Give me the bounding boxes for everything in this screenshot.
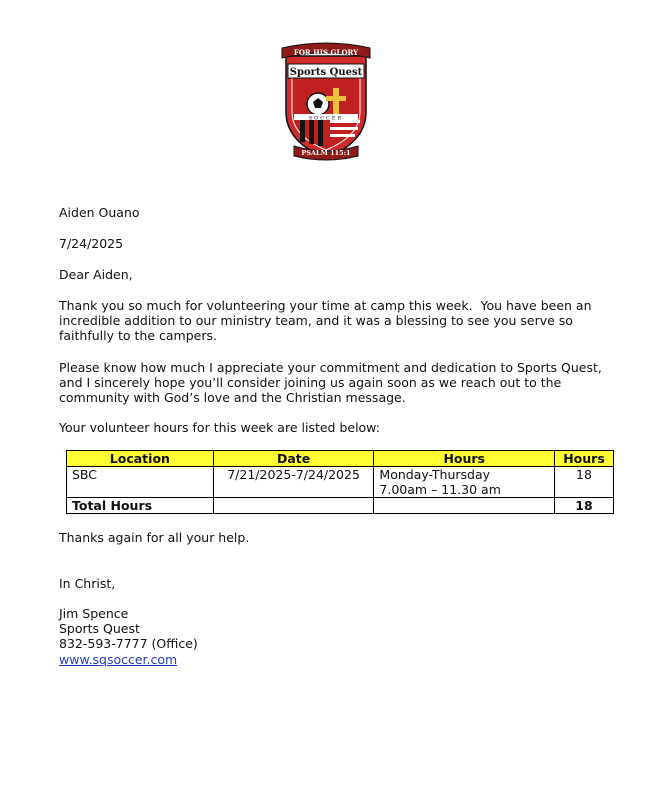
header-schedule: Hours bbox=[374, 451, 555, 467]
header-hours: Hours bbox=[555, 451, 614, 467]
cell-location: SBC bbox=[67, 467, 214, 498]
logo-top-banner: FOR HIS GLORY bbox=[293, 48, 359, 57]
total-empty-date bbox=[213, 498, 374, 514]
logo-bottom-banner: PSALM 115:1 bbox=[301, 149, 351, 157]
header-date: Date bbox=[213, 451, 374, 467]
logo-name: Sports Quest bbox=[289, 67, 363, 78]
signer-organization: Sports Quest bbox=[59, 621, 140, 636]
paragraph-thanks: Thank you so much for volunteering your time at camp this week. You have been an incredible addition to our ministry team, and it was a blessing to see you serve so faithfully to the campers. bbox=[59, 298, 596, 343]
closing: In Christ, bbox=[59, 576, 116, 591]
thanks-line: Thanks again for all your help. bbox=[59, 530, 250, 545]
table-header-row bbox=[67, 451, 614, 467]
header-location: Location bbox=[67, 451, 214, 467]
total-label: Total Hours bbox=[67, 498, 214, 514]
recipient-name: Aiden Ouano bbox=[59, 205, 140, 220]
letter-date: 7/24/2025 bbox=[59, 236, 124, 251]
total-value: 18 bbox=[555, 498, 614, 514]
greeting: Dear Aiden, bbox=[59, 267, 133, 282]
total-empty-schedule bbox=[374, 498, 555, 514]
schedule-days: Monday-Thursday bbox=[379, 467, 491, 482]
table-row bbox=[67, 467, 614, 498]
cell-hours: 18 bbox=[555, 467, 614, 498]
sports-quest-logo bbox=[278, 42, 374, 162]
table-intro: Your volunteer hours for this week are listed below: bbox=[59, 420, 380, 435]
signer-name: Jim Spence bbox=[59, 606, 129, 621]
website-link[interactable]: www.sqsoccer.com bbox=[59, 652, 178, 667]
schedule-times: 7.00am – 11.30 am bbox=[379, 482, 501, 497]
cell-date: 7/21/2025-7/24/2025 bbox=[213, 467, 374, 498]
cell-schedule bbox=[374, 467, 555, 498]
table-total-row bbox=[67, 498, 614, 514]
volunteer-hours-table bbox=[66, 450, 614, 514]
paragraph-appreciation: Please know how much I appreciate your commitment and dedication to Sports Quest, and I sincerely hope you’ll consider joining us again soon as we reach out to the community with God’s love and the Christian message. bbox=[59, 360, 602, 405]
signer-phone: 832-593-7777 (Office) bbox=[59, 636, 198, 651]
logo-sport: SOCCER bbox=[308, 115, 344, 122]
